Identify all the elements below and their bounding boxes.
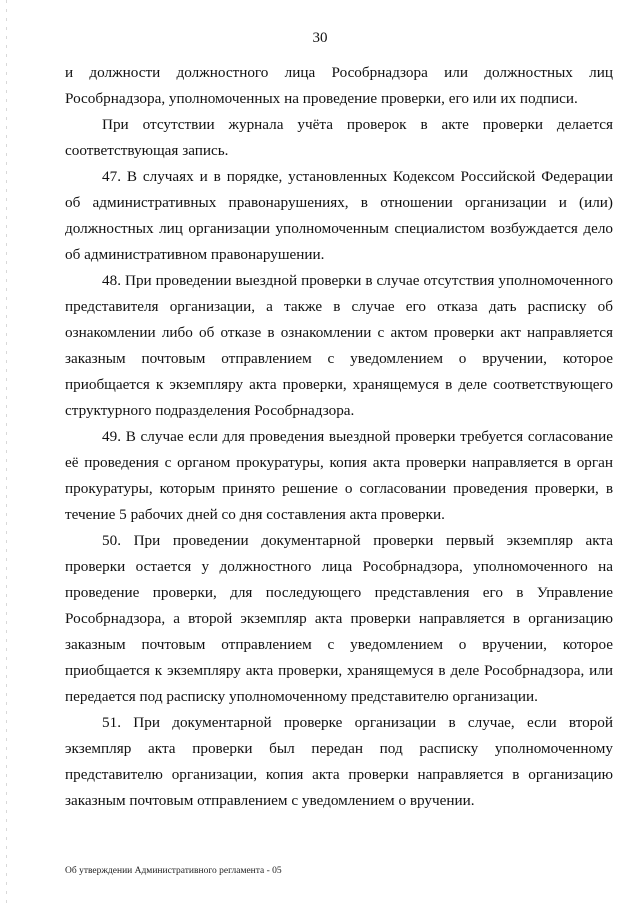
paragraph-50: 50. При проведении документарной проверки первый экземпляр акта проверки остается у должностного лица Рособрнадзора, уполномоченного на проведение проверки, для последующего представления его в Управление Рособрнадзора, а второй экземпляр акта проверки направляется в организацию заказным почтовым отправлением с уведомлением о вручении, которое приобщается к экземпляру акта проверки, хранящемуся в деле Рособрнадзора, или передается под расписку уполномоченному представителю организации. <box>65 532 613 705</box>
paragraph-48: 48. При проведении выездной проверки в случае отсутствия уполномоченного представителя организации, а также в случае его отказа дать расписку об ознакомлении либо об отказе в ознакомлении с актом проверки акт направляется заказным почтовым отправлением с уведомлением о вручении, которое приобщается к экземпляру акта проверки, хранящемуся в деле соответствующего структурного подразделения Рособрнадзора. <box>65 272 613 419</box>
paragraph-journal-note: При отсутствии журнала учёта проверок в акте проверки делается соответствующая запись. <box>65 116 613 159</box>
paragraph-continuation: и должности должностного лица Рособрнадзора или должностных лиц Рособрнадзора, уполномоченных на проведение проверки, его или их подписи. <box>65 64 613 107</box>
paragraph-47: 47. В случаях и в порядке, установленных Кодексом Российской Федерации об административных правонарушениях, в отношении организации и (или) должностных лиц организации уполномоченным специалистом возбуждается дело об административном правонарушении. <box>65 168 613 263</box>
paragraph-51: 51. При документарной проверке организации в случае, если второй экземпляр акта проверки был передан под расписку уполномоченному представителю организации, копия акта проверки направляется в организацию заказным почтовым отправлением с уведомлением о вручении. <box>65 714 613 809</box>
page-number: 30 <box>312 30 328 46</box>
document-body <box>65 60 613 814</box>
paragraph-49: 49. В случае если для проведения выездной проверки требуется согласование её проведения с органом прокуратуры, копия акта проверки направляется в орган прокуратуры, которым принято решение о согласовании проведения проверки, в течение 5 рабочих дней со дня составления акта проверки. <box>65 428 613 523</box>
page-footer: Об утверждении Административного регламента - 05 <box>65 866 282 876</box>
scan-edge-marks <box>6 0 7 905</box>
